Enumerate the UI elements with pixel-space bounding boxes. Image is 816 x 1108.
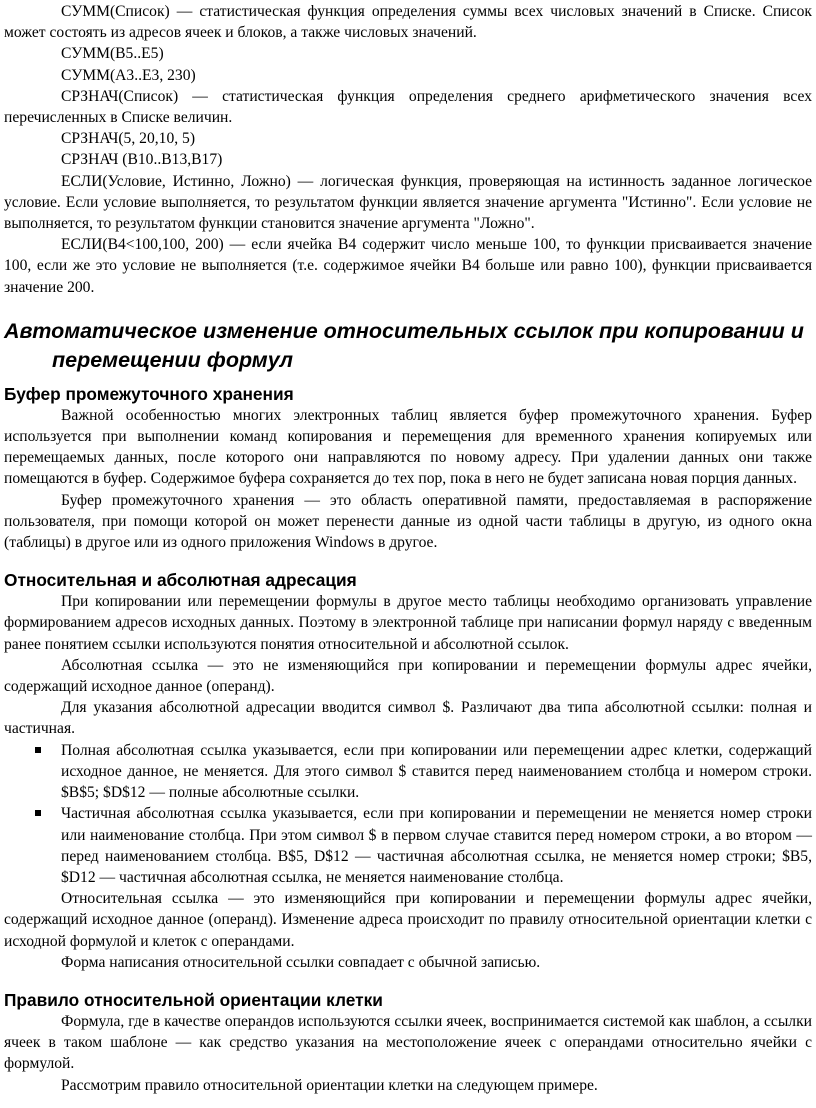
paragraph: Важной особенностью многих электронных таблиц является буфер промежуточного хранения. Буфер используется при выполнении команд копирования и перемещения для временного хранения копируемых или перемещаемых данных, после которого они направляются по новому адресу. При удалении данных они также помещаются в буфер. Содержимое буфера сохраняется до тех пор, пока в него не будет записана новая порция данных. — [4, 406, 812, 488]
paragraph: Относительная ссылка — это изменяющийся при копировании и перемещении формулы адрес ячейки, содержащий исходное данное (операнд). Изменение адреса происходит по правилу относительной ориентации клетки с исходной формулой и клеток с операндами. — [4, 890, 812, 950]
paragraph: Форма написания относительной ссылки совпадает с обычной записью. — [61, 953, 541, 971]
function-summ-description: СУММ(Список) — статистическая функция определения суммы всех числовых значений в Списке. Список может состоять из адресов ячеек и блоков, а также числовых значений. — [4, 3, 812, 42]
section-heading-addressing: Относительная и абсолютная адресация — [4, 570, 357, 591]
function-esli-description: ЕСЛИ(Условие, Истинно, Ложно) — логическая функция, проверяющая на истинность заданное логическое условие. Если условие выполняется, то результатом функции является значение аргумента "Истинно". Если условие не выполняется, то результатом функции становится значение аргумента "Ложно". — [4, 172, 812, 233]
function-example: СРЗНАЧ(5, 20,10, 5) — [61, 130, 196, 148]
list-item-text: Полная абсолютная ссылка указывается, если при копировании или перемещении адрес клетки, содержащий исходное данное, не меняется. Для этого символ $ ставится перед наименованием столбца и номером строки. $B$5; $D$12 — полные абсолютные ссылки. — [61, 741, 812, 802]
list-item-text: Частичная абсолютная ссылка указывается, если при копировании и перемещении не меняется номер строки или наименование столбца. При этом символ $ в первом случае ставится перед номером строки, а во втором — перед наименованием столбца. B$5, D$12 — частичная абсолютная ссылка, не меняется номер строки; $B5, $D12 — частичная абсолютная ссылка, не меняется наименование столбца. — [61, 805, 812, 886]
list-item — [61, 740, 812, 804]
function-example: СУММ(А3..E3, 230) — [61, 66, 196, 84]
paragraph: При копировании или перемещении формулы в другое место таблицы необходимо организовать управление формированием адресов исходных данных. Поэтому в электронной таблице при написании формул наряду с введенным ранее понятием ссылки используются понятия относительной и абсолютной ссылок. — [4, 593, 812, 653]
section-heading-rule: Правило относительной ориентации клетки — [4, 989, 383, 1010]
bullet-list — [4, 740, 812, 888]
list-item — [61, 803, 812, 888]
paragraph: Для указания абсолютной адресации вводится символ $. Различают два типа абсолютной ссылки: полная и частичная. — [4, 699, 812, 738]
document-page — [0, 1, 816, 1096]
square-bullet-icon — [35, 747, 41, 753]
paragraph: Буфер промежуточного хранения — это область оперативной памяти, предоставляемая в распоряжение пользователя, при помощи которой он может перенести данные из одной части таблицы в другую, из одного окна (таблицы) в другое или из одного приложения Windows в другое. — [4, 491, 812, 552]
main-heading: Автоматическое изменение относительных ссылок при копировании и перемещении формул — [4, 318, 804, 372]
function-esli-example: ЕСЛИ(B4<100,100, 200) — если ячейка B4 содержит число меньше 100, то функции присваивается значение 100, если же это условие не выполняется (т.е. содержимое ячейки B4 больше или равно 100), функции присваивается значение 200. — [4, 236, 812, 296]
square-bullet-icon — [35, 810, 41, 816]
paragraph: Формула, где в качестве операндов используются ссылки ячеек, воспринимается системой как шаблон, а ссылки ячеек в таком шаблоне — как средство указания на местоположение ячеек с операндами относительно ячейки с формулой. — [4, 1012, 812, 1073]
function-example: СРЗНАЧ (B10..B13,B17) — [61, 151, 223, 169]
paragraph: Рассмотрим правило относительной ориентации клетки на следующем примере. — [61, 1076, 598, 1094]
function-srznach-description: СРЗНАЧ(Список) — статистическая функция определения среднего арифметического значения всех перечисленных в Списке величин. — [4, 87, 812, 127]
paragraph: Абсолютная ссылка — это не изменяющийся при копировании и перемещении формулы адрес ячейки, содержащий исходное данное (операнд). — [4, 656, 812, 696]
section-heading-buffer: Буфер промежуточного хранения — [4, 383, 294, 404]
function-example: СУММ(B5..E5) — [61, 45, 164, 63]
